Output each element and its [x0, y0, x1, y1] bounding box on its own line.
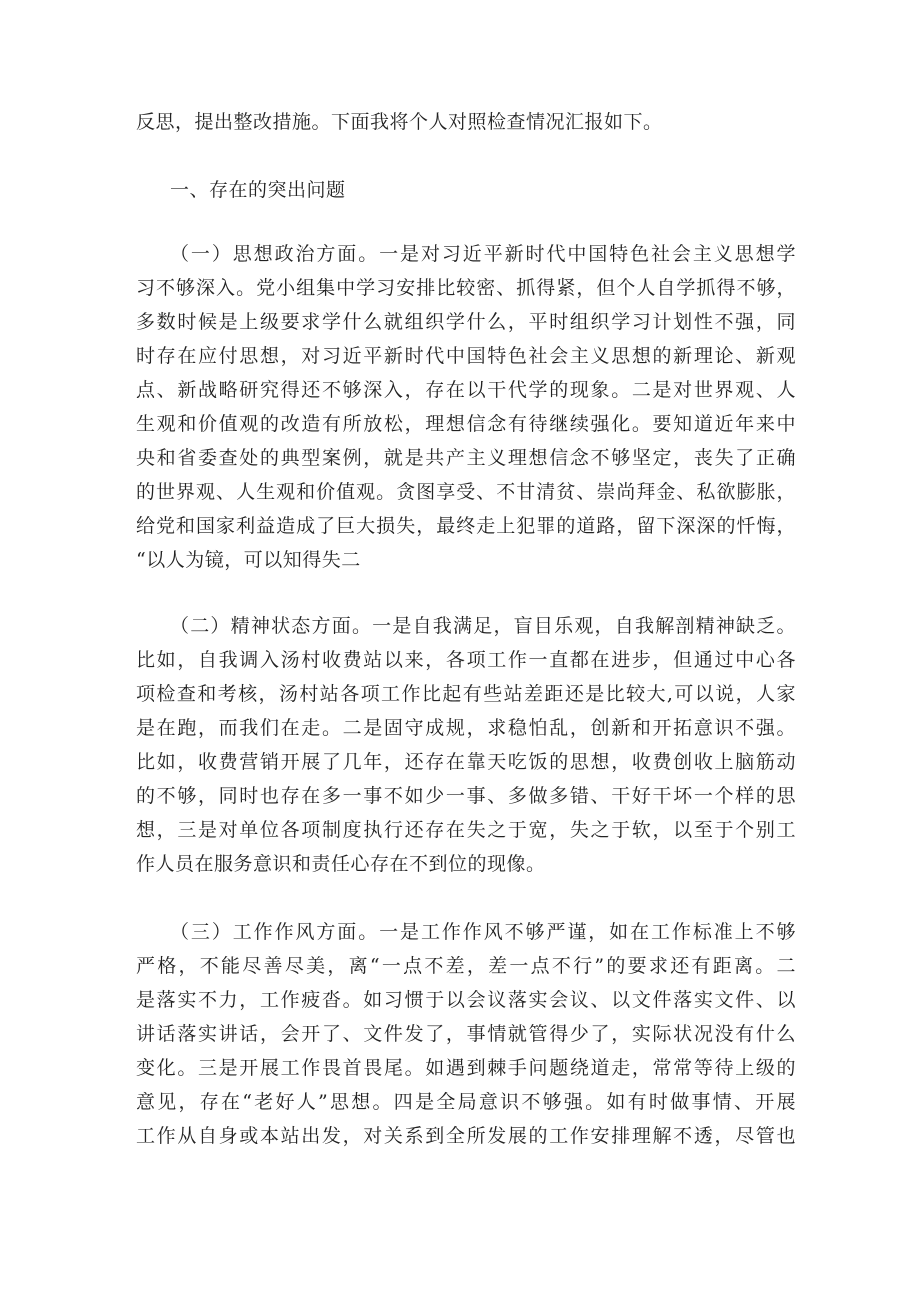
- paragraph-line: 给党和国家利益造成了巨大损失，最终走上犯罪的道路，留下深深的忏悔，: [136, 515, 796, 537]
- paragraph-line: 想，三是对单位各项制度执行还存在失之于宽，失之于软，以至于个别工: [136, 819, 796, 841]
- paragraph-line: （二）精神状态方面。一是自我满足，盲目乐观，自我解剖精神缺乏。: [170, 615, 796, 637]
- paragraph-line: 多数时候是上级要求学什么就组织学什么，平时组织学习计划性不强，同: [136, 311, 796, 333]
- paragraph-line: 的世界观、人生观和价值观。贪图享受、不甘清贫、崇尚拜金、私欲膨胀，: [136, 481, 796, 503]
- paragraph-line: 项检查和考核，汤村站各项工作比起有些站差距还是比较大,可以说，人家: [136, 683, 796, 705]
- paragraph-line: 点、新战略研究得还不够深入，存在以干代学的现象。二是对世界观、人: [136, 379, 796, 401]
- paragraph-line: 生观和价值观的改造有所放松，理想信念有待继续强化。要知道近年来中: [136, 413, 796, 435]
- paragraph-line: 习不够深入。党小组集中学习安排比较密、抓得紧，但个人自学抓得不够，: [136, 277, 796, 299]
- paragraph-line: 意见，存在“老好人”思想。四是全局意识不够强。如有时做事情、开展: [136, 1091, 796, 1113]
- paragraph-line: 工作从自身或本站出发，对关系到全所发展的工作安排理解不透，尽管也: [136, 1125, 796, 1147]
- paragraph-line: 作人员在服务意识和责任心存在不到位的现像。: [136, 853, 546, 875]
- paragraph-line: （一）思想政治方面。一是对习近平新时代中国特色社会主义思想学: [170, 243, 796, 265]
- paragraph-line: 变化。三是开展工作畏首畏尾。如遇到棘手问题绕道走，常常等待上级的: [136, 1057, 796, 1079]
- paragraph-line: 比如，收费营销开展了几年，还存在靠天吃饭的思想，收费创收上脑筋动: [136, 751, 796, 773]
- paragraph-line: 央和省委查处的典型案例，就是共产主义理想信念不够坚定，丧失了正确: [136, 447, 796, 469]
- paragraph-line: 时存在应付思想，对习近平新时代中国特色社会主义思想的新理论、新观: [136, 345, 796, 367]
- paragraph-line: 的不够，同时也存在多一事不如少一事、多做多错、干好干坏一个样的思: [136, 785, 796, 807]
- paragraph-line: 讲话落实讲话，会开了、文件发了，事情就管得少了，实际状况没有什么: [136, 1023, 796, 1045]
- paragraph-line: （三）工作作风方面。一是工作作风不够严谨，如在工作标准上不够: [170, 921, 796, 943]
- intro-tail-line: 反思，提出整改措施。下面我将个人对照检查情况汇报如下。: [136, 111, 663, 133]
- paragraph-line: 比如，自我调入汤村收费站以来，各项工作一直都在进步，但通过中心各: [136, 649, 796, 671]
- paragraph-line: 是落实不力，工作疲沓。如习惯于以会议落实会议、以文件落实文件、以: [136, 989, 796, 1011]
- section-heading: 一、存在的突出问题: [170, 179, 346, 201]
- paragraph-line: “以人为镜，可以知得失二: [136, 549, 361, 571]
- paragraph-line: 严格，不能尽善尽美，离“一点不差，差一点不行”的要求还有距离。二: [136, 955, 796, 977]
- paragraph-line: 是在跑，而我们在走。二是固守成规，求稳怕乱，创新和开拓意识不强。: [136, 717, 796, 739]
